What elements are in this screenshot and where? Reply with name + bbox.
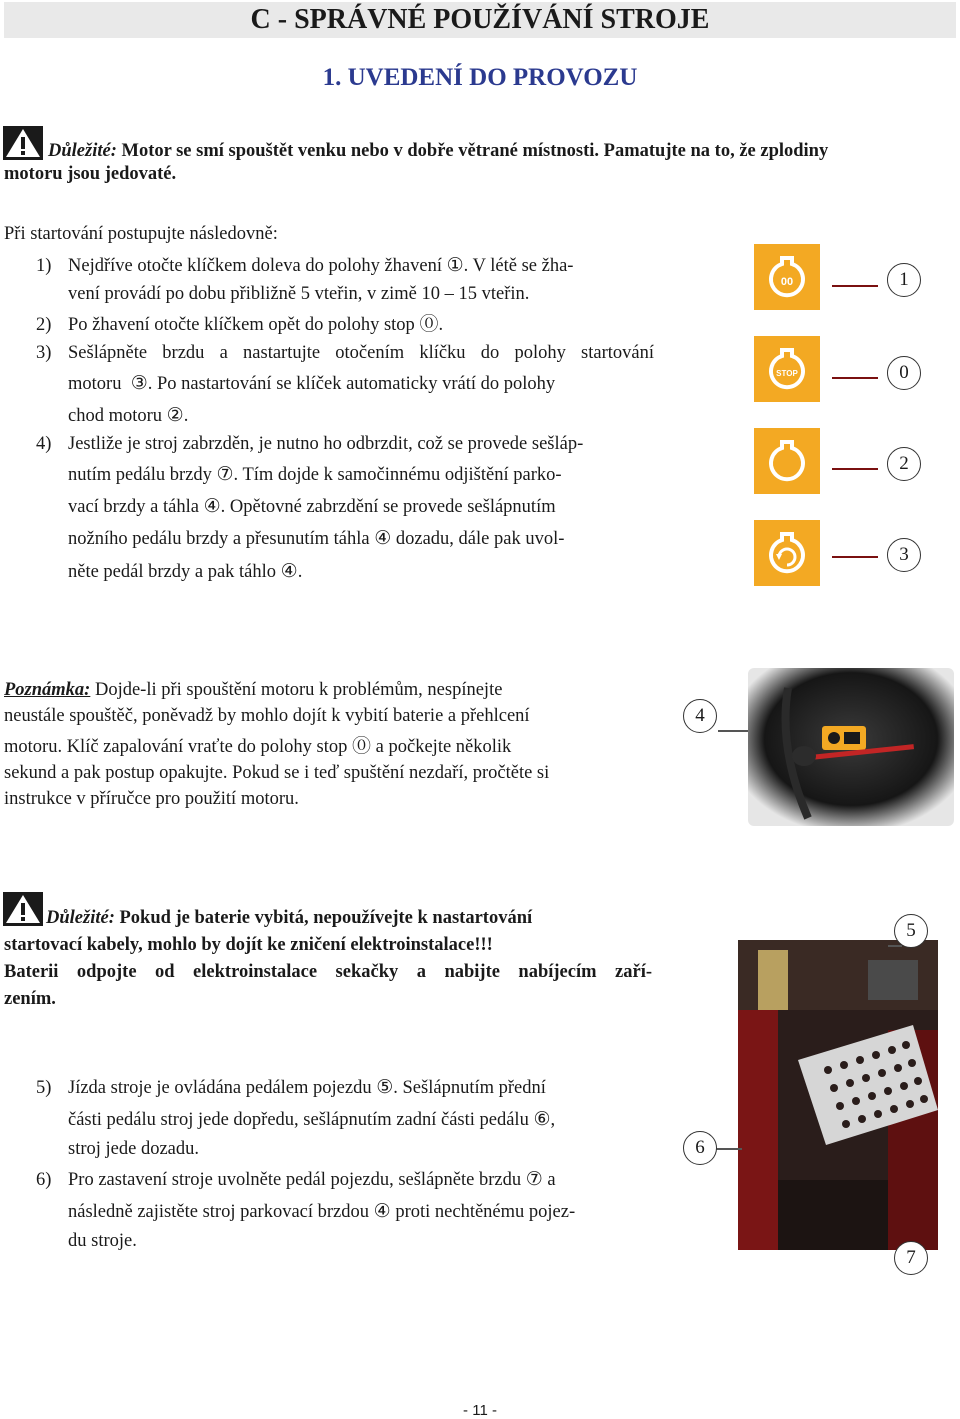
section-title: 1. UVEDENÍ DO PROVOZU [322,64,638,91]
page-number: - 11 - [463,1402,497,1419]
note-label: Poznámka: [4,680,91,700]
position-symbol: ④ [280,561,298,582]
step2-line1 [68,315,443,335]
note-line5: instrukce v příručce pro použití motoru. [4,789,299,809]
callout-1: 1 [887,263,921,297]
step6-text-b: a [547,1170,556,1190]
warning-icon [3,126,43,160]
callout-7: 7 [894,1241,928,1275]
step5-text-c: části pedálu stroj jede dopředu, sešlápnutím zadní části pedálu [68,1110,529,1130]
warning1-label: Důležité: [48,141,117,161]
step4-text-h: něte pedál brzdy a pak táhlo [68,562,277,582]
position-symbol: ④ [373,1201,391,1222]
step3-line2 [68,374,555,394]
step2-text-a: Po žhavení otočte klíčkem opět do polohy stop [68,315,415,335]
engine-start-icon [762,528,812,578]
step5-line3: stroj jede dozadu. [68,1139,199,1159]
warning2-line1 [46,908,532,928]
position-symbol: ① [446,255,464,276]
step4-text-i: . [297,562,303,582]
step1-text-a: Nejdříve otočte klíčkem doleva do polohy žhavení [68,256,442,276]
callout-5: 5 [894,914,928,948]
glow-position-tile [754,244,820,310]
step2-text-b: . [438,315,444,335]
step-number: 1) [36,256,52,276]
step3-text-b: motoru [68,374,122,394]
position-symbol: ⓪ [419,314,439,335]
leader-line [718,730,748,732]
engine-run-icon [762,436,812,486]
step5-line2 [68,1110,555,1130]
callout-3: 3 [887,538,921,572]
intro-text: Při startování postupujte následovně: [4,224,278,244]
glow-symbol-text: 00 [780,276,794,288]
step-number: 3) [36,343,52,363]
callout-4: 4 [683,699,717,733]
step4-text-g: dozadu, dále pak uvol- [395,529,565,549]
step-number: 2) [36,315,52,335]
step3-text-c: . Po nastartování se klíček automaticky vrátí do polohy [147,374,556,394]
stop-position-tile [754,336,820,402]
step1-line1 [68,256,573,276]
stop-symbol-text: STOP [776,369,798,378]
step4-text-c: . Tím dojde k samočinnému odjištění parko- [233,465,562,485]
step3-line3 [68,406,188,426]
leader-line [888,945,902,947]
step4-line4 [68,529,564,549]
step5-text-b: . Sešlápnutím přední [393,1078,546,1098]
leader-line [832,285,878,287]
position-symbol: ③ [130,373,148,394]
warning1-line1 [48,141,828,161]
ignition-icon-panel [754,244,820,588]
step6-text-a: Pro zastavení stroje uvolněte pedál pojezdu, sešlápněte brzdu [68,1170,522,1190]
pedals-photo [738,940,938,1250]
glow-plug-icon [762,252,812,302]
step-number: 4) [36,434,52,454]
callout-0: 0 [887,356,921,390]
position-symbol: ⑤ [376,1077,394,1098]
leader-line [832,377,878,379]
position-symbol: ⑦ [216,464,234,485]
callout-2: 2 [887,447,921,481]
warning-icon [3,892,43,926]
step4-text-e: . Opětovné zabrzdění se provede sešlápnutím [220,497,556,517]
page-title: C - SPRÁVNÉ POUŽÍVÁNÍ STROJE [250,4,710,35]
step4-text-d: vací brzdy a táhla [68,497,199,517]
parking-brake-photo [748,668,954,826]
step5-text-d: , [550,1110,556,1130]
note-line3 [4,734,511,760]
step6-line3: du stroje. [68,1231,137,1251]
warning1-text: Motor se smí spouštět venku nebo v dobře větrané místnosti. Pamatujte na to, že zplodiny [121,141,829,161]
step6-text-d: proti nechtěnému pojez- [395,1202,576,1222]
note-line4: sekund a pak postup opakujte. Pokud se i teď spuštění nezdaří, pročtěte si [4,763,550,783]
step4-line3 [68,497,556,517]
leader-line [716,1148,742,1150]
run-position-tile [754,428,820,494]
warning2-text-1: Pokud je baterie vybitá, nepoužívejte k nastartování [119,908,533,928]
step5-text-a: Jízda stroje je ovládána pedálem pojezdu [68,1078,372,1098]
step5-line1 [68,1078,546,1098]
position-symbol: ② [166,405,184,426]
step4-text-f: nožního pedálu brzdy a přesunutím táhla [68,529,370,549]
warning1-line2: motoru jsou jedovaté. [4,164,177,184]
position-symbol: ④ [203,496,221,517]
callout-6: 6 [683,1131,717,1165]
step4-line5 [68,562,302,582]
note-text-3b: a počkejte několik [375,737,512,757]
step1-line2: vení provádí po dobu přibližně 5 vteřin, v zimě 10 – 15 vteřin. [68,284,530,304]
step4-text-b: nutím pedálu brzdy [68,465,212,485]
position-symbol: ④ [374,528,392,549]
warning2-line3: Baterii odpojte od elektroinstalace sekačky a nabijte nabíjecím zaří- [4,962,652,982]
note-text-3a: motoru. Klíč zapalování vraťte do polohy stop [4,737,348,757]
leader-line [832,556,878,558]
stop-icon [762,344,812,394]
note-text-1: Dojde-li při spouštění motoru k problémům, nespínejte [94,680,503,700]
leader-line [832,468,878,470]
note-line2: neustále spouštěč, poněvadž by mohlo dojít k vybití baterie a přehlcení [4,706,530,726]
warning2-label: Důležité: [46,908,115,928]
step-number: 5) [36,1078,52,1098]
step3-line1: Sešlápněte brzdu a nastartujte otočením klíčku do polohy startování [68,343,654,363]
step4-line1: Jestliže je stroj zabrzděn, je nutno ho odbrzdit, což se provede sešláp- [68,434,584,454]
step1-text-b: . V létě se žha- [463,256,574,276]
warning2-line4: zením. [4,989,56,1009]
step6-line2 [68,1202,575,1222]
start-position-tile [754,520,820,586]
position-symbol: ⓪ [352,736,372,757]
position-symbol: ⑥ [533,1109,551,1130]
warning2-line2: startovací kabely, mohlo by dojít ke zničení elektroinstalace!!! [4,935,493,955]
step-number: 6) [36,1170,52,1190]
step4-line2 [68,465,562,485]
step6-text-c: následně zajistěte stroj parkovací brzdou [68,1202,370,1222]
note-line1 [4,677,502,703]
position-symbol: ⑦ [525,1169,543,1190]
step6-line1 [68,1170,556,1190]
step3-text-d: chod motoru [68,406,163,426]
step3-text-e: . [183,406,189,426]
